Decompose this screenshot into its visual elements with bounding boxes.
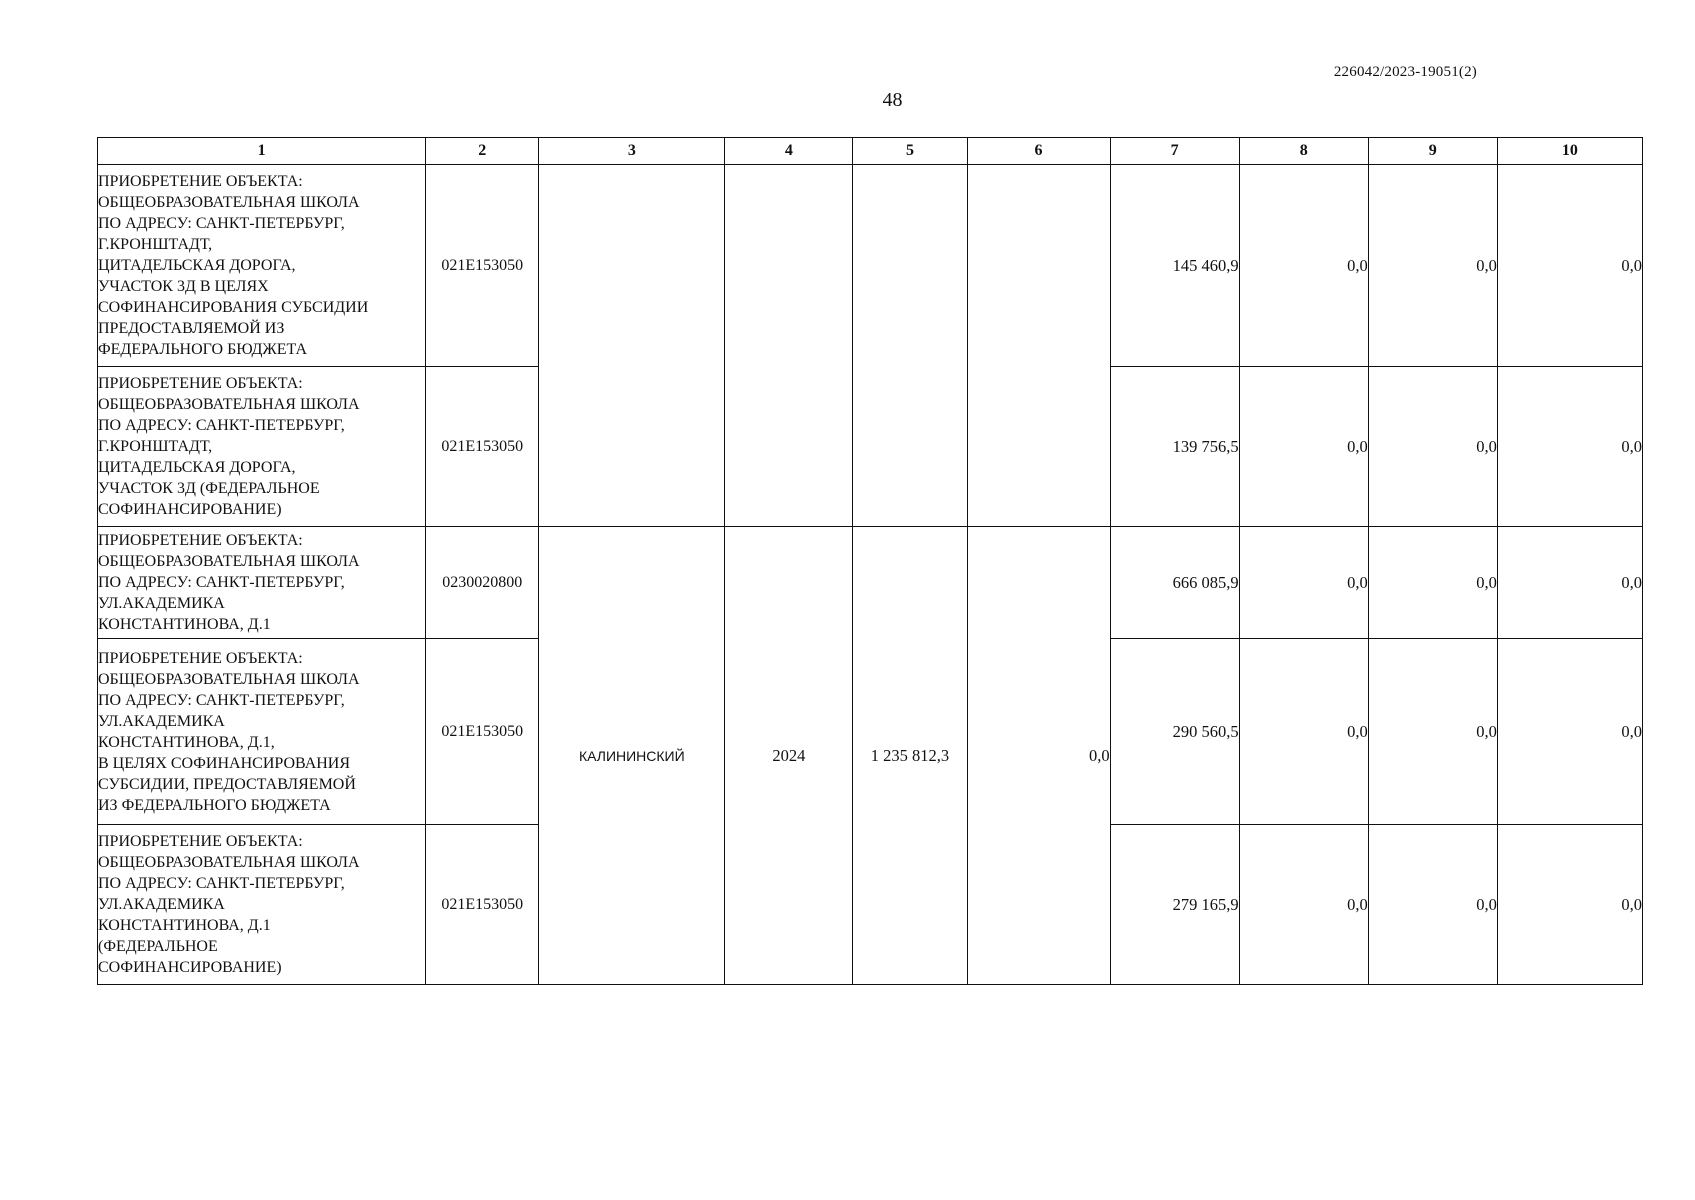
column-header: 3 <box>539 138 725 165</box>
col10-value-cell: 0,0 <box>1497 165 1642 367</box>
col7-value-cell: 145 460,9 <box>1110 165 1239 367</box>
data-table <box>97 137 1643 985</box>
column-number-header-row <box>98 138 1643 165</box>
district-cell <box>539 165 725 527</box>
page-number: 48 <box>882 89 903 111</box>
col10-value-cell: 0,0 <box>1497 527 1642 639</box>
col8-value-cell: 0,0 <box>1239 639 1368 825</box>
column-header: 5 <box>853 138 967 165</box>
column-header: 10 <box>1497 138 1642 165</box>
col10-value-cell: 0,0 <box>1497 639 1642 825</box>
object-name-cell: ПРИОБРЕТЕНИЕ ОБЪЕКТА: ОБЩЕОБРАЗОВАТЕЛЬНАЯ ШКОЛА ПО АДРЕСУ: САНКТ-ПЕТЕРБУРГ, УЛ.АКАДЕМИКА КОНСТАНТИНОВА, Д.1, В ЦЕЛЯХ СОФИНАНСИРОВАНИЯ СУБСИДИИ, ПРЕДОСТАВЛЯЕМОЙ ИЗ ФЕДЕРАЛЬНОГО БЮДЖЕТА <box>98 639 426 825</box>
column-header: 7 <box>1110 138 1239 165</box>
column-header: 2 <box>426 138 539 165</box>
col10-value-cell: 0,0 <box>1497 825 1642 985</box>
col7-value-cell: 666 085,9 <box>1110 527 1239 639</box>
budget-code-cell: 021E153050 <box>426 165 539 367</box>
total-cost-cell: 1 235 812,3 <box>853 527 967 985</box>
col6-value-cell: 0,0 <box>967 527 1110 985</box>
col7-value-cell: 290 560,5 <box>1110 639 1239 825</box>
col9-value-cell: 0,0 <box>1368 165 1497 367</box>
col8-value-cell: 0,0 <box>1239 367 1368 527</box>
column-header: 9 <box>1368 138 1497 165</box>
col9-value-cell: 0,0 <box>1368 367 1497 527</box>
document-registration-number: 226042/2023-19051(2) <box>1333 64 1477 80</box>
object-name-cell: ПРИОБРЕТЕНИЕ ОБЪЕКТА: ОБЩЕОБРАЗОВАТЕЛЬНАЯ ШКОЛА ПО АДРЕСУ: САНКТ-ПЕТЕРБУРГ, УЛ.АКАДЕМИКА КОНСТАНТИНОВА, Д.1 (ФЕДЕРАЛЬНОЕ СОФИНАНСИРОВАНИЕ) <box>98 825 426 985</box>
object-name-cell: ПРИОБРЕТЕНИЕ ОБЪЕКТА: ОБЩЕОБРАЗОВАТЕЛЬНАЯ ШКОЛА ПО АДРЕСУ: САНКТ-ПЕТЕРБУРГ, Г.КРОНШТАДТ, ЦИТАДЕЛЬСКАЯ ДОРОГА, УЧАСТОК 3Д В ЦЕЛЯХ СОФИНАНСИРОВАНИЯ СУБСИДИИ ПРЕДОСТАВЛЯЕМОЙ ИЗ ФЕДЕРАЛЬНОГО БЮДЖЕТА <box>98 165 426 367</box>
column-header: 6 <box>967 138 1110 165</box>
budget-code-cell: 021E153050 <box>426 367 539 527</box>
object-name-cell: ПРИОБРЕТЕНИЕ ОБЪЕКТА: ОБЩЕОБРАЗОВАТЕЛЬНАЯ ШКОЛА ПО АДРЕСУ: САНКТ-ПЕТЕРБУРГ, Г.КРОНШТАДТ, ЦИТАДЕЛЬСКАЯ ДОРОГА, УЧАСТОК 3Д (ФЕДЕРАЛЬНОЕ СОФИНАНСИРОВАНИЕ) <box>98 367 426 527</box>
budget-code-cell: 0230020800 <box>426 527 539 639</box>
budget-code-cell: 021E153050 <box>426 825 539 985</box>
table-row <box>98 527 1643 639</box>
col6-value-cell <box>967 165 1110 527</box>
col10-value-cell: 0,0 <box>1497 367 1642 527</box>
col9-value-cell: 0,0 <box>1368 639 1497 825</box>
object-name-cell: ПРИОБРЕТЕНИЕ ОБЪЕКТА: ОБЩЕОБРАЗОВАТЕЛЬНАЯ ШКОЛА ПО АДРЕСУ: САНКТ-ПЕТЕРБУРГ, УЛ.АКАДЕМИКА КОНСТАНТИНОВА, Д.1 <box>98 527 426 639</box>
district-cell: КАЛИНИНСКИЙ <box>539 527 725 985</box>
col7-value-cell: 279 165,9 <box>1110 825 1239 985</box>
column-header: 1 <box>98 138 426 165</box>
year-cell <box>725 165 853 527</box>
col8-value-cell: 0,0 <box>1239 165 1368 367</box>
col9-value-cell: 0,0 <box>1368 527 1497 639</box>
column-header: 4 <box>725 138 853 165</box>
col9-value-cell: 0,0 <box>1368 825 1497 985</box>
col8-value-cell: 0,0 <box>1239 825 1368 985</box>
col8-value-cell: 0,0 <box>1239 527 1368 639</box>
budget-code-cell: 021E153050 <box>426 639 539 825</box>
total-cost-cell <box>853 165 967 527</box>
year-cell: 2024 <box>725 527 853 985</box>
table-row <box>98 165 1643 367</box>
col7-value-cell: 139 756,5 <box>1110 367 1239 527</box>
column-header: 8 <box>1239 138 1368 165</box>
